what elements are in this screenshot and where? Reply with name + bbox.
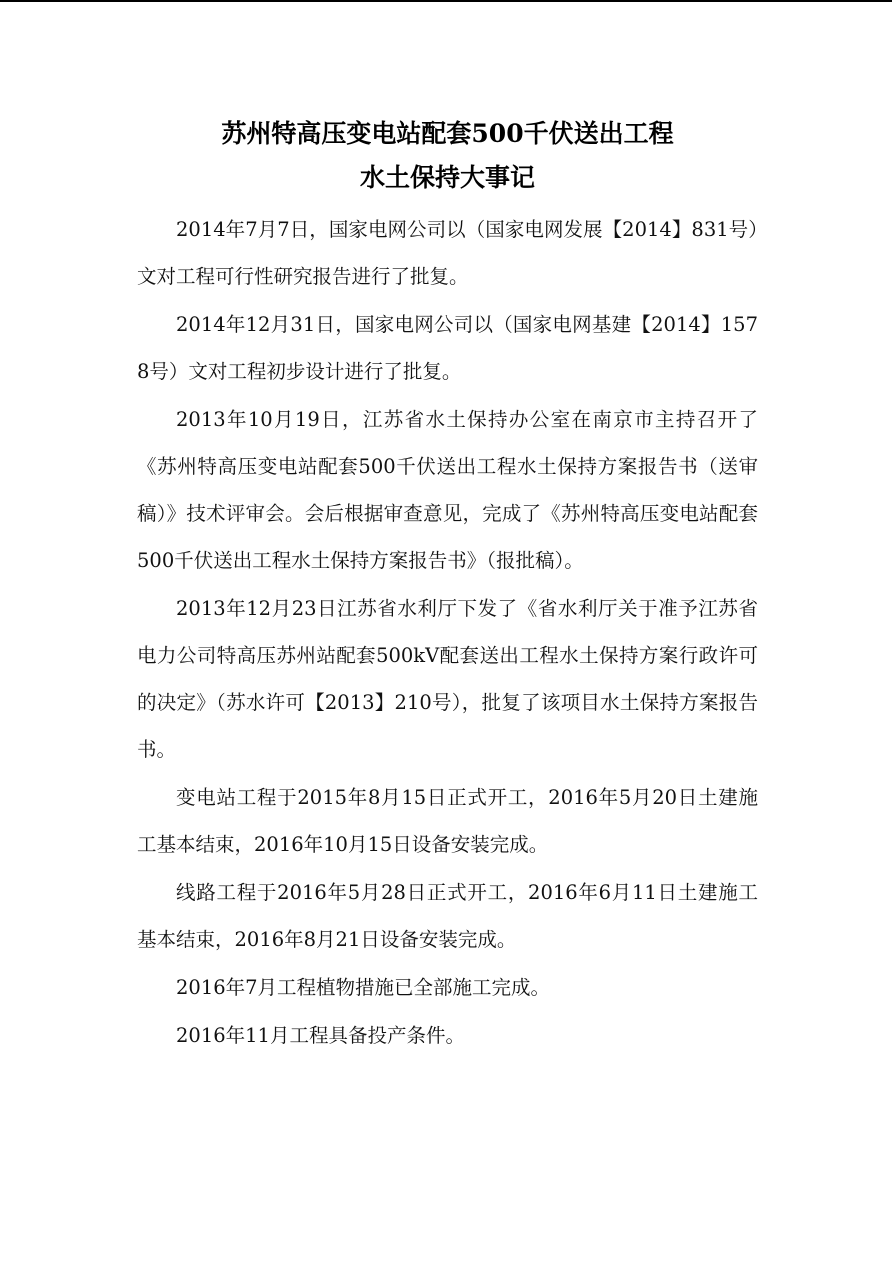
document-page bbox=[137, 112, 758, 1060]
page-top-border bbox=[0, 0, 892, 2]
document-title-line-2: 水土保持大事记 bbox=[359, 163, 535, 192]
paragraph-technical-review: 2013年10月19日，江苏省水土保持办公室在南京市主持召开了《苏州特高压变电站配套500千伏送出工程水土保持方案报告书（送审稿）》技术评审会。会后根据审查意见，完成了《苏州特高压变电站配套500千伏送出工程水土保持方案报告书》（报批稿）。 bbox=[137, 408, 758, 572]
paragraph-feasibility-approval: 2014年7月7日，国家电网公司以（国家电网发展【2014】831号）文对工程可行性研究报告进行了批复。 bbox=[137, 218, 758, 288]
document-body bbox=[137, 206, 758, 1059]
paragraph-vegetation-measures: 2016年7月工程植物措施已全部施工完成。 bbox=[176, 976, 551, 999]
paragraph-preliminary-design-approval: 2014年12月31日，国家电网公司以（国家电网基建【2014】1578号）文对工程初步设计进行了批复。 bbox=[137, 313, 758, 383]
paragraph-operation-ready: 2016年11月工程具备投产条件。 bbox=[176, 1024, 465, 1047]
paragraph-substation-construction: 变电站工程于2015年8月15日正式开工，2016年5月20日土建施工基本结束，2016年10月15日设备安装完成。 bbox=[137, 786, 758, 856]
paragraph-administrative-permit: 2013年12月23日江苏省水利厅下发了《省水利厅关于准予江苏省电力公司特高压苏州站配套500kV配套送出工程水土保持方案行政许可的决定》（苏水许可【2013】210号），批复了该项目水土保持方案报告书。 bbox=[137, 597, 758, 761]
paragraph-line-construction: 线路工程于2016年5月28日正式开工，2016年6月11日土建施工基本结束，2016年8月21日设备安装完成。 bbox=[137, 881, 758, 951]
document-title-line-1: 苏州特高压变电站配套500千伏送出工程 bbox=[221, 119, 674, 148]
